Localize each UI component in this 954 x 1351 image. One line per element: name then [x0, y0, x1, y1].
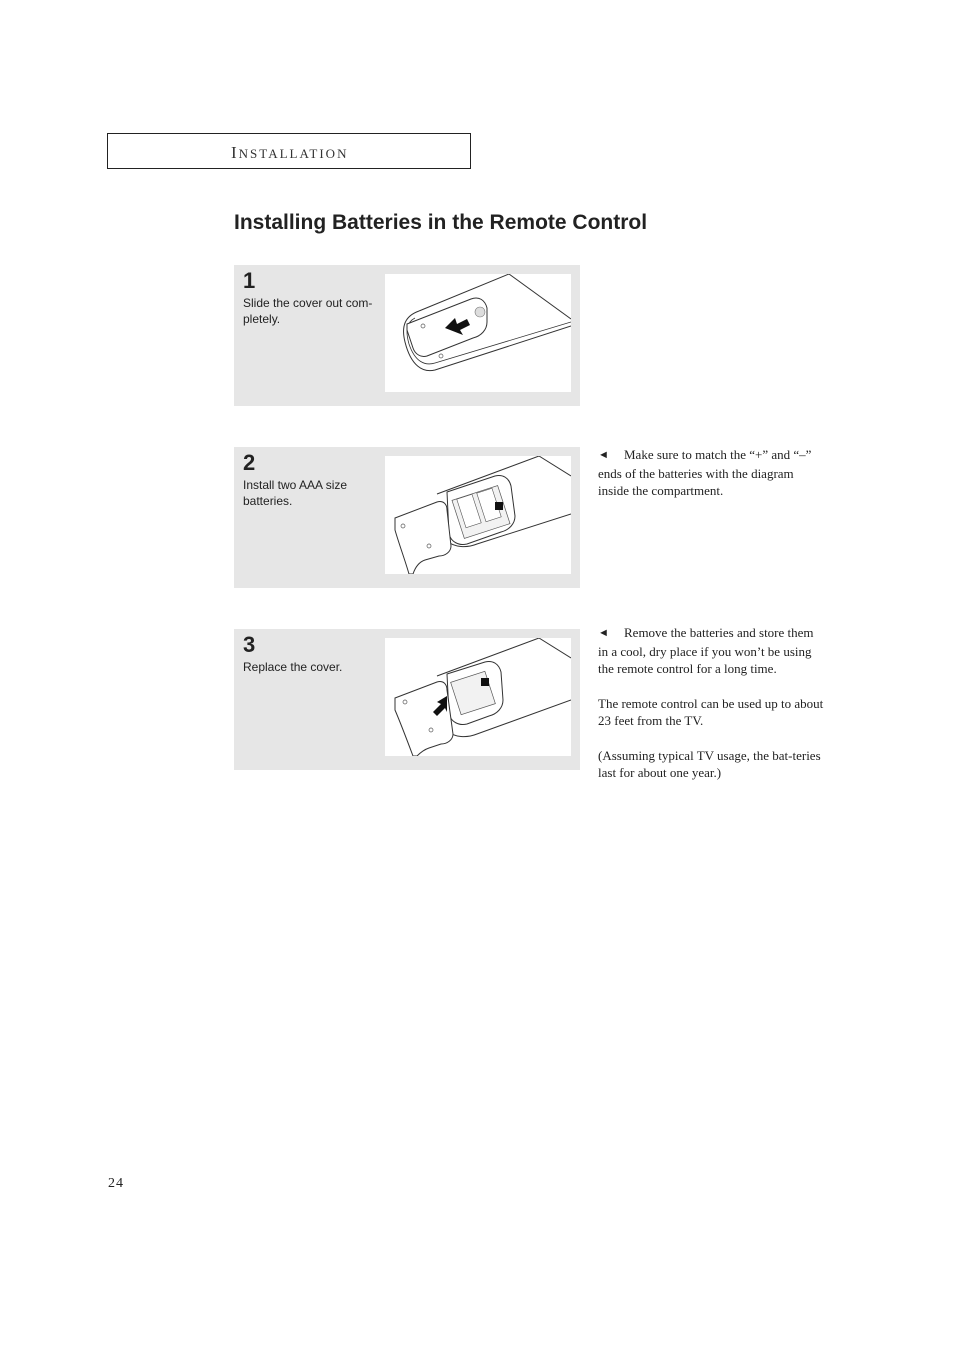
remote-range-note: The remote control can be used up to about 23 feet from the TV.	[598, 695, 824, 728]
section-header-box	[107, 133, 471, 169]
step-number: 2	[243, 450, 256, 475]
step-instruction: Slide the cover out com-pletely.	[243, 296, 373, 326]
section-title: INSTALLATION	[231, 143, 349, 162]
step-1-panel	[234, 265, 580, 406]
remote-slide-cover-drawing	[385, 274, 571, 392]
step-number: 3	[243, 632, 256, 657]
step-instruction: Install two AAA size batteries.	[243, 478, 348, 508]
page-title: Installing Batteries in the Remote Control	[234, 211, 648, 234]
remote-replace-cover-drawing	[385, 638, 571, 756]
left-triangle-icon: ◄	[598, 449, 609, 461]
page-number: 24	[108, 1176, 124, 1191]
battery-polarity-note: ◄ Make sure to match the “+” and “–” ends of the batteries with the diagram inside the compartment.	[598, 447, 812, 498]
battery-storage-notes: ◄ Remove the batteries and store them in a cool, dry place if you won’t be using the remote control for a long time. The remote control can be used up to about 23 feet from the TV. (Assuming typical TV usage, the bat-teries last for about one year.)	[598, 625, 824, 780]
battery-compartment-illustration	[385, 456, 571, 574]
battery-life-note: (Assuming typical TV usage, the bat-teries last for about one year.)	[598, 747, 821, 780]
remote-batteries-drawing	[385, 456, 571, 574]
left-triangle-icon: ◄	[598, 627, 609, 639]
step-2-panel	[234, 447, 580, 588]
remote-cover-illustration	[385, 274, 571, 392]
step-instruction: Replace the cover.	[243, 660, 343, 674]
replace-cover-illustration	[385, 638, 571, 756]
step-number: 1	[243, 268, 256, 293]
step-3-panel	[234, 629, 580, 770]
